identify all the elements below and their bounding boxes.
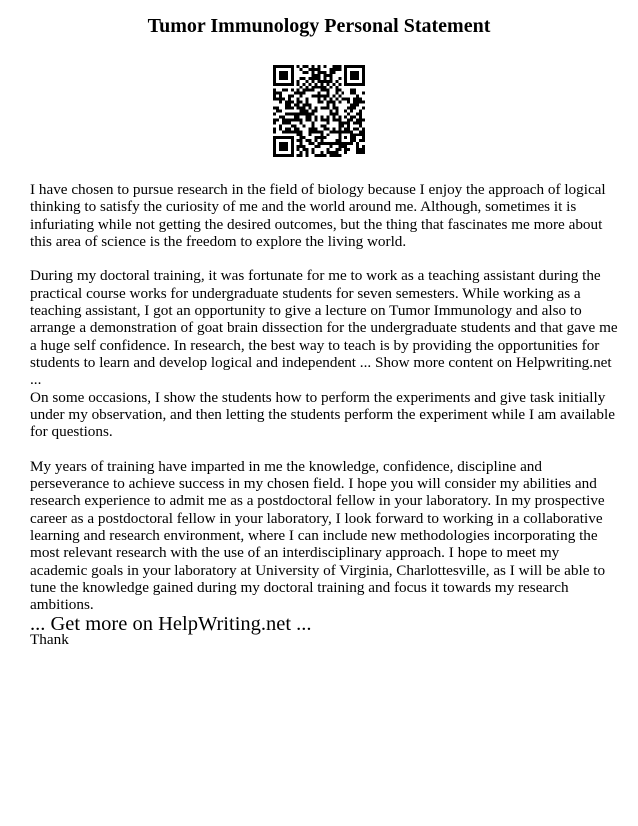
paragraph-intro: I have chosen to pursue research in the field of biology because I enjoy the approach of logical thinking to satisfy the curiosity of me and the world around me. Although, sometimes it is infuriating while not getting the desired outcomes, but the thing that fascinates me more about this area of science is the freedom to explore the living world. <box>30 181 606 250</box>
page-title: Tumor Immunology Personal Statement <box>147 15 491 37</box>
qr-code-graphic <box>273 65 365 157</box>
paragraph-closing: Thank <box>30 630 69 648</box>
paragraph-teaching: During my doctoral training, it was fortunate for me to work as a teaching assistant during the practical course works for undergraduate students for seven semesters. While working as a teaching assistant, I got an opportunity to give a lecture on Tumor Immunology and also to arrange a demonstration of goat brain dissection for the undergraduate students and that gave me a huge self confidence. In research, the best way to teach is by providing the opportunities for students to learn and develop logical and independent ... Show more content on Helpwriting.net ... <box>30 267 618 389</box>
statement-body <box>30 181 620 665</box>
paragraph-training: My years of training have imparted in me the knowledge, confidence, discipline and perseverance to achieve success in my chosen field. I hope you will consider my abilities and research experience to admit me as a postdoctoral fellow in your laboratory. In my prospective career as a postdoctoral fellow in your laboratory, I look forward to working in a collaborative learning and research environment, where I can include new methodologies incorporating the most relevant research with the use of an interdisciplinary approach. I hope to meet my academic goals in your laboratory at University of Virginia, Charlottesville, as I will be able to tune the knowledge gained during my doctoral training and focus it towards my research ambitions. <box>30 457 606 614</box>
qr-code-icon[interactable] <box>273 65 365 157</box>
paragraph-occasions: On some occasions, I show the students how to perform the experiments and give task initially under my observation, and then letting the students perform the experiment while I am available for questions. <box>30 388 615 441</box>
get-more-link[interactable]: ... Get more on HelpWriting.net ... <box>30 613 312 635</box>
